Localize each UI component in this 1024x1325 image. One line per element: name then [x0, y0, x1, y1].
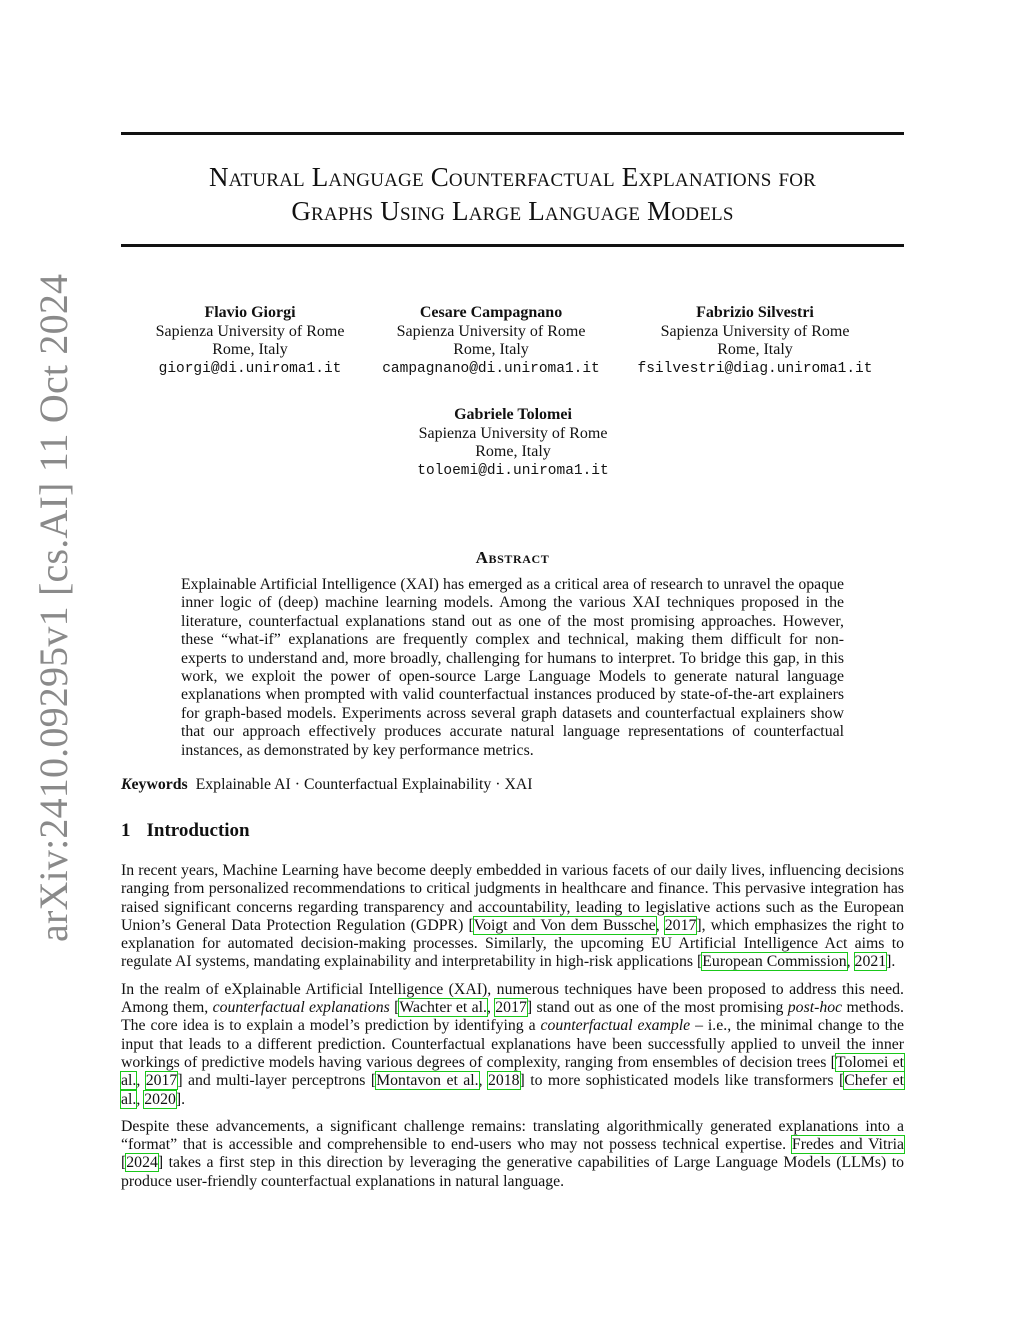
- paragraph: [121, 1118, 904, 1191]
- text-run: ].: [886, 953, 896, 971]
- citation-link[interactable]: Wachter et al.: [399, 999, 487, 1017]
- paragraph: [121, 981, 904, 1109]
- text-run: [: [121, 1154, 127, 1172]
- citation-year-link[interactable]: 2021: [854, 953, 887, 971]
- author-email[interactable]: toloemi@di.uniroma1.it: [417, 462, 609, 479]
- text-run: ,: [478, 1072, 488, 1090]
- author-name: Gabriele Tolomei: [454, 406, 572, 423]
- keywords-label-rest: eywords: [131, 776, 188, 793]
- title-line-2: Graphs Using Large Language Models: [291, 196, 734, 226]
- text-run: ,: [136, 1090, 145, 1108]
- text-run: ].: [175, 1090, 186, 1108]
- author-affiliation: Sapienza University of Rome: [418, 424, 608, 442]
- author-name: Flavio Giorgi: [204, 304, 296, 321]
- author-affiliation: Sapienza University of Rome: [155, 322, 345, 340]
- section-title: Introduction: [146, 820, 250, 841]
- keywords-text: Explainable AI · Counterfactual Explainability · XAI: [195, 776, 533, 793]
- author-location: Rome, Italy: [475, 443, 551, 460]
- section-heading: [121, 820, 250, 842]
- section-number: 1: [121, 820, 131, 841]
- paragraph: [121, 862, 904, 972]
- text-run: ], which emphasizes the right to explanation for automated decision-making processes. Similarly, the upcoming EU Artificial Intelligence Act aims to regulate AI systems, mandating explainability and interpretability in high-risk applications [: [121, 916, 904, 971]
- abstract-text: Explainable Artificial Intelligence (XAI) has emerged as a critical area of research to unravel the opaque inner logic of (deep) machine learning models. Among the various XAI techniques proposed in the literature, counterfactual explanations stand out as one of the most promising approaches. However, these “what-if” explanations are frequently complex and technical, making them difficult for non-experts to understand and, more broadly, challenging for humans to interpret. To bridge this gap, in this work, we exploit the power of open-source Large Language Models to generate natural language explanations when prompted with valid counterfactual instances produced by state-of-the-art explainers for graph-based models. Experiments across several graph datasets and counterfactual explainers show that our approach effectively produces accurate natural language representations of counterfactual instances, as demonstrated by key performance metrics.: [181, 576, 844, 759]
- text-run: ] takes a first step in this direction by leveraging the generative capabilities of Large Language Models (LLMs) to produce user-friendly counterfactual explanations in natural language.: [121, 1154, 904, 1190]
- citation-year-link[interactable]: 2017: [664, 916, 697, 934]
- title-line-1: Natural Language Counterfactual Explanations for: [208, 162, 817, 192]
- text-run: In the realm of eXplainable Artificial Intelligence (XAI), numerous techniques have been proposed to address this need. Among them,: [121, 980, 904, 1017]
- citation-link[interactable]: European Commission: [702, 953, 847, 971]
- author-location: Rome, Italy: [212, 341, 288, 358]
- abstract-heading: Abstract: [475, 548, 550, 567]
- emphasis: counterfactual example: [540, 1017, 691, 1035]
- text-run: In recent years, Machine Learning have become deeply embedded in various facets of our daily lives, influencing decisions ranging from personalized recommendations to critical judgments in healthcare and finance. This pervasive integration has raised significant concerns regarding transparency and accountability, leading to legislative actions such as the European Union’s General Data Protection Regulation (GDPR) [: [121, 862, 904, 934]
- author-affiliation: Sapienza University of Rome: [660, 322, 850, 340]
- text-run: [: [389, 999, 400, 1017]
- citation-link[interactable]: Tolomei et al.: [121, 1053, 904, 1090]
- author-card: [121, 304, 379, 378]
- author-email[interactable]: campagnano@di.uniroma1.it: [382, 360, 600, 377]
- text-run: ,: [136, 1072, 146, 1090]
- citation-year-link[interactable]: 2020: [144, 1090, 176, 1108]
- author-name: Cesare Campagnano: [419, 304, 563, 321]
- text-run: – i.e., the minimal change to the input that leads to a different prediction. Counterfactual explanations have been successfully applied to unveil the inner workings of predictive models having various degrees of complexity, ranging from ensembles of decision trees [: [121, 1017, 904, 1071]
- citation-link[interactable]: Fredes and Vitria: [791, 1136, 905, 1154]
- emphasis: counterfactual explanations: [212, 999, 390, 1017]
- author-location: Rome, Italy: [453, 341, 529, 358]
- author-card: [626, 304, 884, 378]
- text-run: ,: [846, 953, 855, 971]
- keywords-label: [121, 776, 188, 793]
- title-rule-bottom: [121, 244, 904, 247]
- introduction-body: [121, 862, 904, 1200]
- emphasis: post-hoc: [787, 999, 843, 1017]
- author-card: [362, 304, 620, 378]
- text-run: ,: [486, 999, 496, 1017]
- text-run: ] to more sophisticated models like transformers [: [519, 1072, 845, 1090]
- citation-link[interactable]: Voigt and Von dem Bussche: [473, 916, 656, 934]
- title-rule-top: [121, 132, 904, 135]
- text-run: ,: [655, 916, 665, 934]
- citation-year-link[interactable]: 2017: [145, 1072, 178, 1090]
- citation-year-link[interactable]: 2024: [126, 1154, 158, 1172]
- keywords-label-initial: K: [121, 776, 132, 793]
- citation-year-link[interactable]: 2017: [495, 999, 527, 1017]
- text-run: ] and multi-layer perceptrons [: [177, 1072, 377, 1090]
- author-affiliation: Sapienza University of Rome: [396, 322, 586, 340]
- citation-link[interactable]: Chefer et al.: [121, 1072, 905, 1108]
- text-run: Despite these advancements, a significant challenge remains: translating algorithmically generated explanations into a “format” that is accessible and comprehensible to end-users who may not possess technical expertise.: [121, 1117, 904, 1154]
- keywords-line: [121, 776, 904, 794]
- author-email[interactable]: giorgi@di.uniroma1.it: [158, 360, 342, 377]
- author-card: [384, 406, 642, 480]
- paper-title: [121, 160, 904, 228]
- text-run: ] stand out as one of the most promising: [526, 999, 788, 1017]
- author-name: Fabrizio Silvestri: [696, 304, 814, 321]
- arxiv-identifier: arXiv:2410.09295v1 [cs.AI] 11 Oct 2024: [31, 273, 76, 942]
- citation-link[interactable]: Montavon et al.: [376, 1072, 479, 1090]
- text-run: methods. The core idea is to explain a model’s prediction by identifying a: [121, 999, 904, 1035]
- author-location: Rome, Italy: [717, 341, 793, 358]
- author-email[interactable]: fsilvestri@diag.uniroma1.it: [637, 360, 873, 377]
- citation-year-link[interactable]: 2018: [487, 1072, 520, 1090]
